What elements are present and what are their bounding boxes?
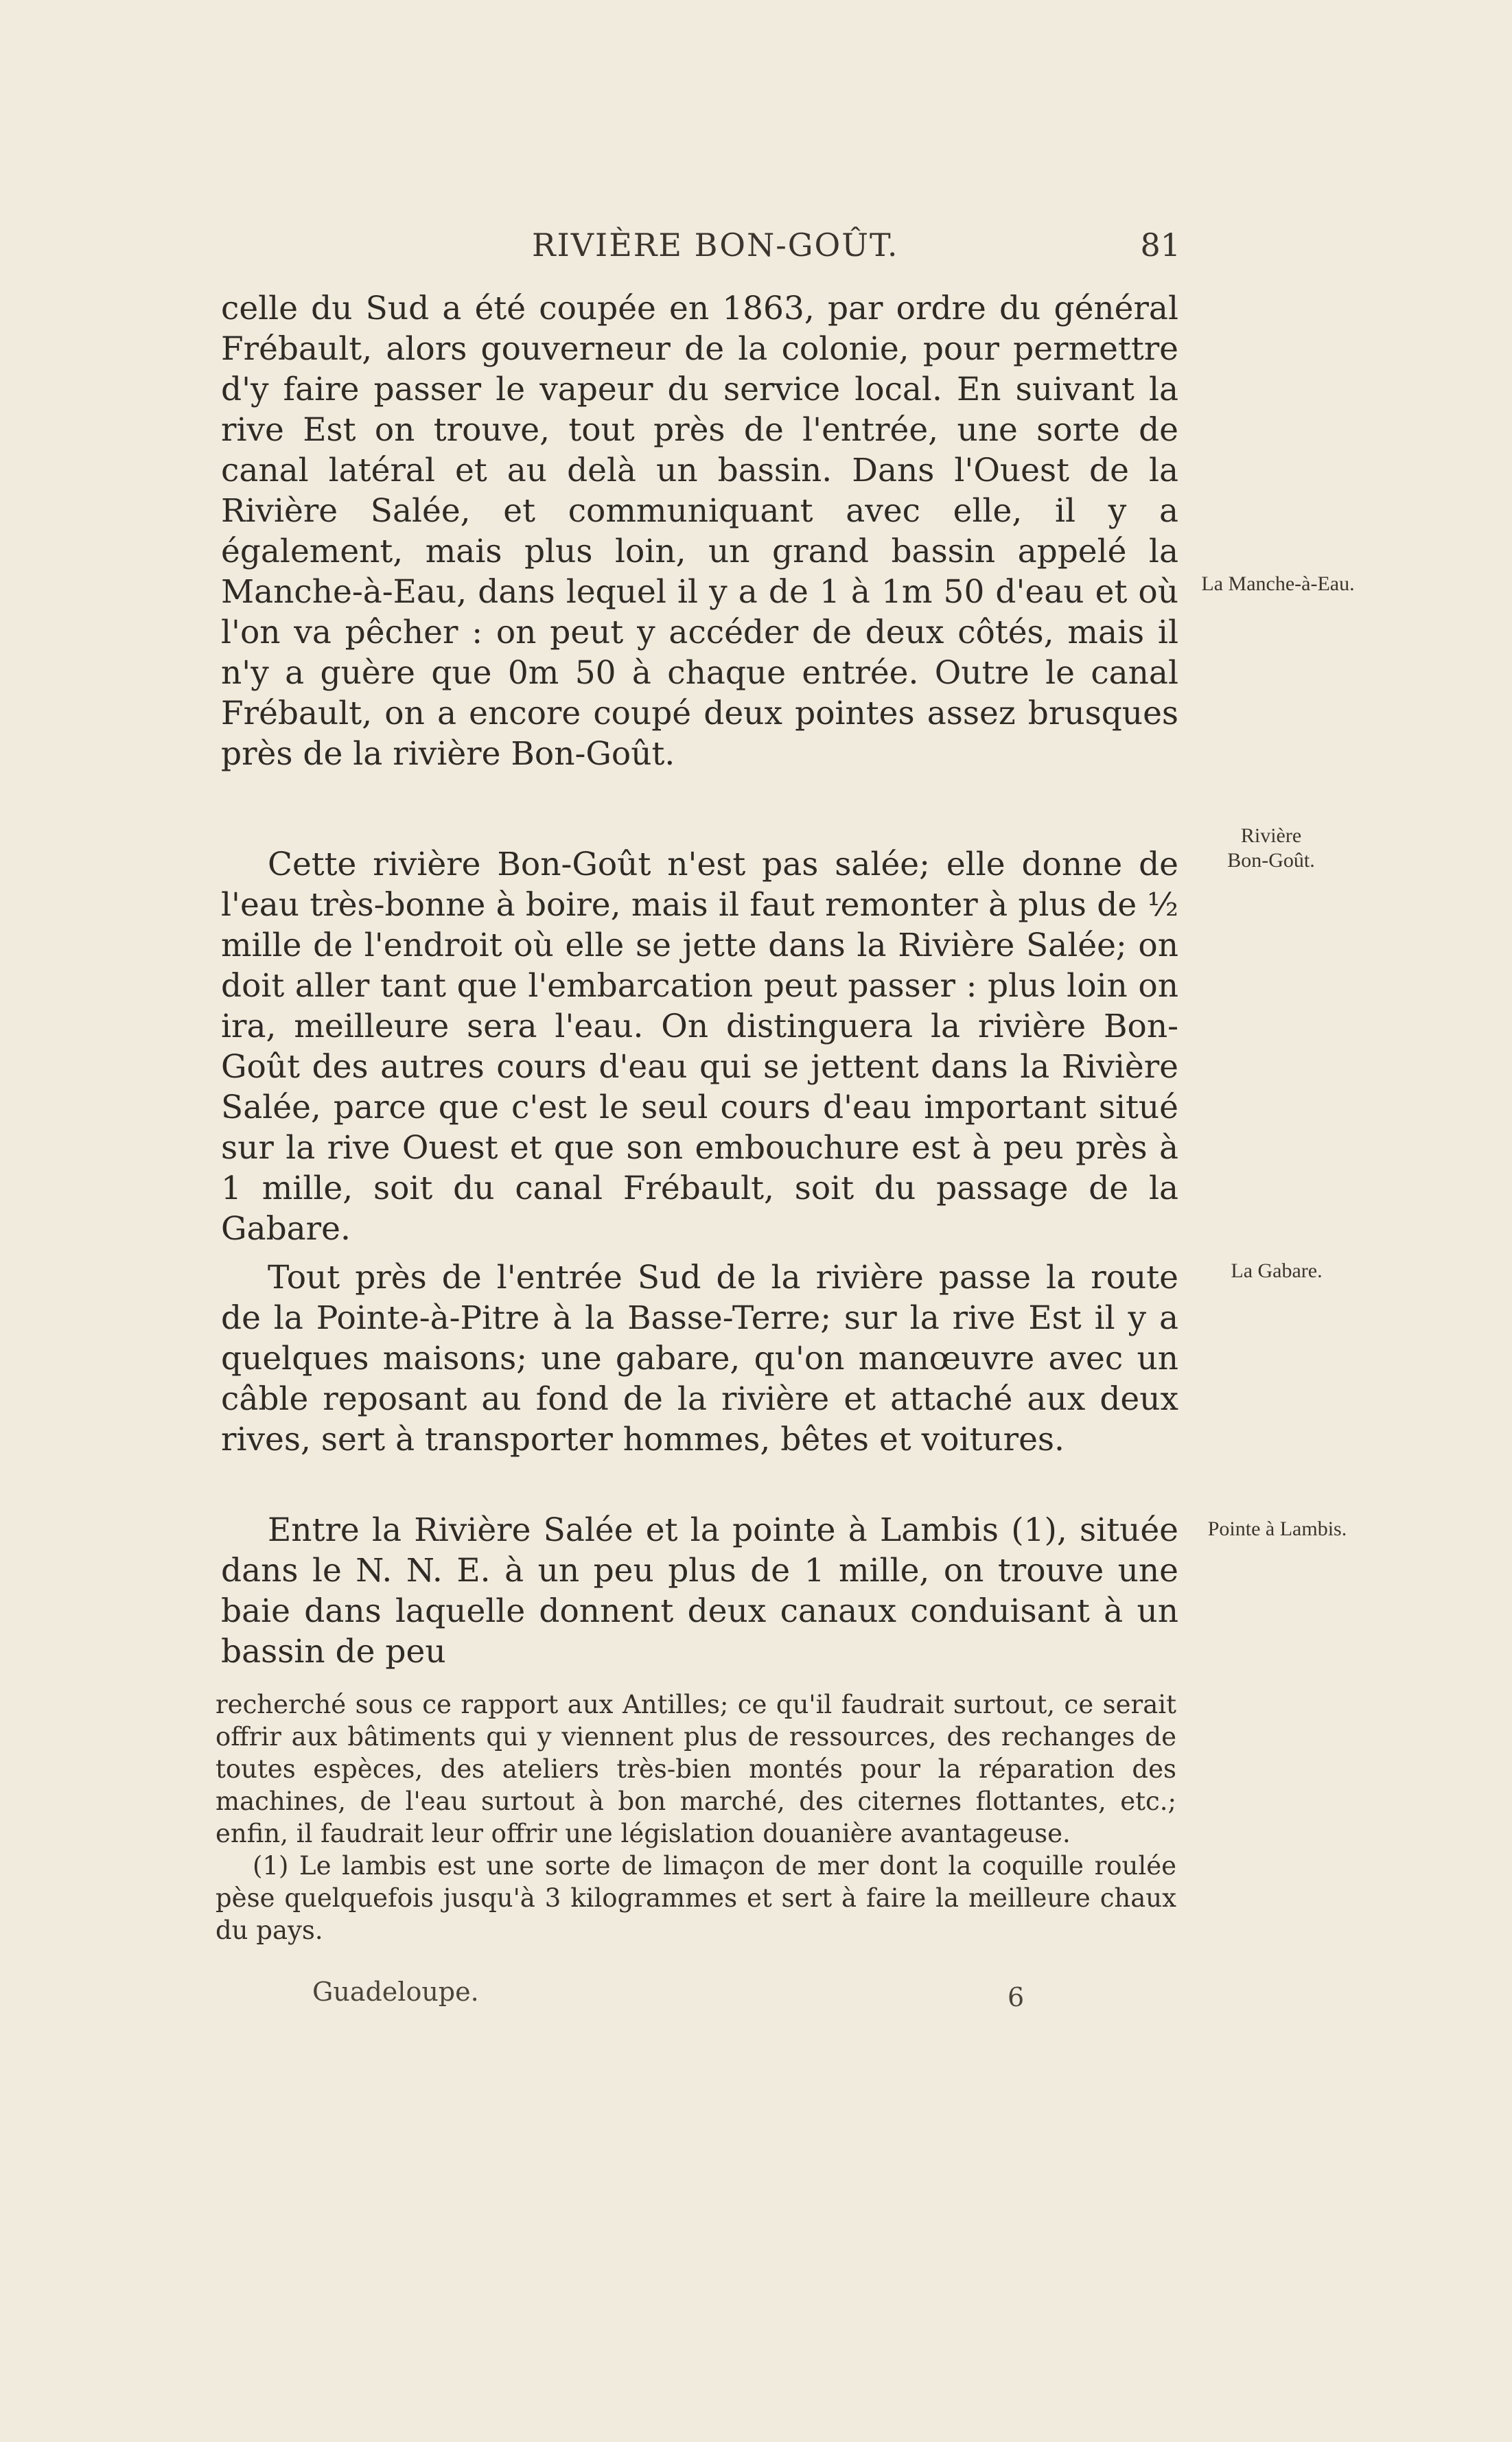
signature-mark: Guadeloupe. bbox=[312, 1977, 479, 2007]
sidenote-riviere-line1: Rivière bbox=[1240, 824, 1302, 847]
footnote-1: (1) Le lambis est une sorte de limaçon de mer dont la coquille roulée pèse quelquefois jusqu'à 3 kilogrammes et sert à faire la meilleure chaux du pays. bbox=[216, 1851, 1176, 1945]
sidenote-riviere-bon-gout bbox=[1209, 824, 1333, 873]
signature-number: 6 bbox=[1008, 1982, 1025, 2012]
paragraph-3: Tout près de l'entrée Sud de la rivière passe la route de la Pointe-à-Pitre à la Basse-Terre; sur la rive Est il y a quelques maisons; une gabare, qu'on manœuvre avec un câble reposant au fond de la rivière et attaché aux deux rives, sert à transporter hommes, bêtes et voitures. bbox=[221, 1259, 1178, 1458]
sidenote-riviere-line2: Bon-Goût. bbox=[1227, 849, 1315, 872]
page-number: 81 bbox=[1140, 226, 1180, 264]
sidenote-pointe-a-lambis: Pointe à Lambis. bbox=[1207, 1517, 1347, 1540]
running-head bbox=[220, 226, 1180, 281]
paragraph-2: Cette rivière Bon-Goût n'est pas salée; elle donne de l'eau très-bonne à boire, mais il faut remonter à plus de ½ mille de l'endroit où elle se jette dans la Rivière Salée; on doit aller tant que l'embarcation peut passer : plus loin on ira, meilleure sera l'eau. On distinguera la rivière Bon-Goût des autres cours d'eau qui se jettent dans la Rivière Salée, parce que c'est le seul cours d'eau important situé sur la rive Ouest et que son embouchure est à peu près à 1 mille, soit du canal Frébault, soit du passage de la Gabare. bbox=[221, 846, 1178, 1248]
body-text bbox=[221, 288, 1178, 1672]
paragraph-4: Entre la Rivière Salée et la pointe à Lambis (1), située dans le N. N. E. à un peu plus de 1 mille, on trouve une baie dans laquelle donnent deux canaux conduisant à un bassin de peu bbox=[221, 1511, 1178, 1671]
running-title: RIVIÈRE BON-GOÛT. bbox=[532, 226, 899, 264]
sidenote-la-gabare: La Gabare. bbox=[1231, 1259, 1323, 1282]
paragraph-1: celle du Sud a été coupée en 1863, par ordre du général Frébault, alors gouverneur de la colonie, pour permettre d'y faire passer le vapeur du service local. En suivant la rive Est on trouve, tout près de l'entrée, une sorte de canal latéral et au delà un bassin. Dans l'Ouest de la Rivière Salée, et communiquant avec elle, il y a également, mais plus loin, un grand bassin appelé la Manche-à-Eau, dans lequel il y a de 1 à 1m 50 d'eau et où l'on va pêcher : on peut y accéder de deux côtés, mais il n'y a guère que 0m 50 à chaque entrée. Outre le canal Frébault, on a encore coupé deux pointes assez brusques près de la rivière Bon-Goût. bbox=[221, 290, 1178, 773]
sidenote-manche-a-eau: La Manche-à-Eau. bbox=[1201, 572, 1355, 595]
footnotes bbox=[216, 1688, 1176, 1946]
footnote-continuation: recherché sous ce rapport aux Antilles; ce qu'il faudrait surtout, ce serait offrir aux bâtiments qui y viennent plus de ressources, des rechanges de toutes espèces, des ateliers très-bien montés pour la réparation des machines, de l'eau surtout à bon marché, des citernes flottantes, etc.; enfin, il faudrait leur offrir une législation douanière avantageuse. bbox=[216, 1690, 1176, 1848]
